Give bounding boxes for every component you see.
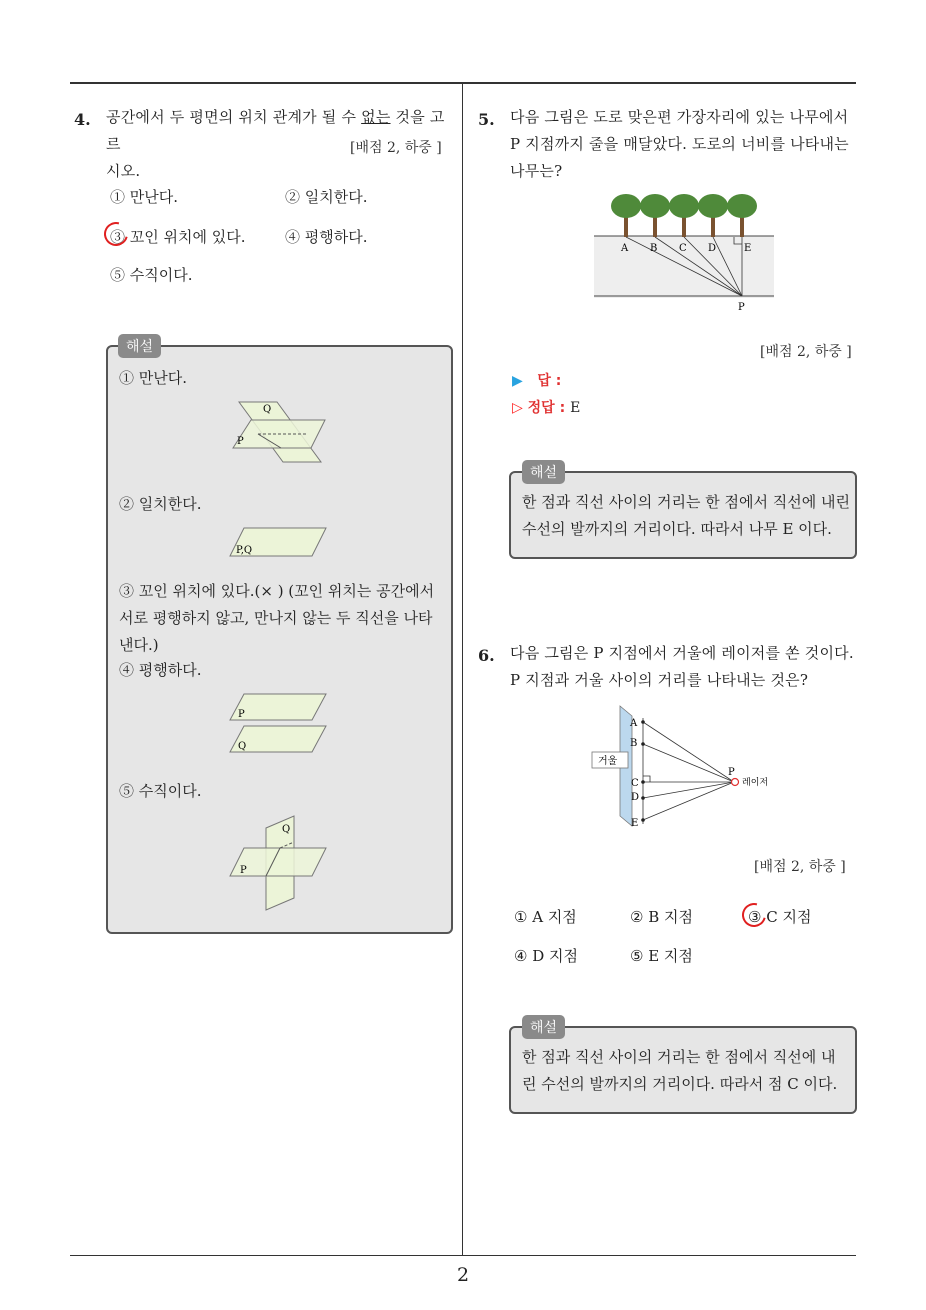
- q4-meta: [배점 2, 하중 ]: [350, 140, 442, 156]
- q4-number: 4.: [74, 110, 91, 129]
- fig5-label-e: E: [744, 243, 752, 254]
- q5-text-l1: 다음 그림은 도로 맞은편 가장자리에 있는 나무에서: [510, 108, 849, 126]
- q6-meta: [배점 2, 하중 ]: [754, 859, 846, 875]
- q4-explanation-tag: 해설: [118, 334, 161, 358]
- q5-correct-label: 정답 :: [527, 400, 566, 416]
- q5-answer-row: [512, 370, 561, 390]
- q4-option-1[interactable]: ① 만난다.: [110, 188, 179, 206]
- q4-option-3[interactable]: ③ 꼬인 위치에 있다.: [110, 228, 246, 246]
- q5-text-l3: 나무는?: [510, 162, 563, 180]
- q6-question: [510, 640, 860, 694]
- fig3-label-p: P: [238, 709, 245, 720]
- q4-exp-item3-l3: 낸다.): [119, 636, 159, 654]
- q4-exp-item1: ① 만난다.: [119, 369, 188, 387]
- q6-option-1[interactable]: ① A 지점: [514, 908, 577, 926]
- q5-answer-label: 답 :: [537, 373, 562, 389]
- q4-exp-item5: ⑤ 수직이다.: [119, 782, 202, 800]
- q6-option-3[interactable]: ③ C 지점: [748, 908, 812, 926]
- fig6-label-d: D: [631, 792, 640, 803]
- q5-number: 5.: [478, 110, 495, 129]
- fig6-label-c: C: [631, 778, 639, 789]
- q6-option-2[interactable]: ② B 지점: [630, 908, 693, 926]
- q5-exp-l1: 한 점과 직선 사이의 거리는 한 점에서 직선에 내린: [522, 493, 850, 511]
- q5-correct-value: E: [570, 400, 581, 416]
- fig3-label-q: Q: [238, 741, 247, 752]
- q4-exp-item3-l1: ③ 꼬인 위치에 있다.(× ) (꼬인 위치는 공간에서: [119, 582, 435, 600]
- q6-option-4[interactable]: ④ D 지점: [514, 947, 578, 965]
- fig6-label-p: P: [728, 767, 735, 778]
- trees: [611, 194, 757, 237]
- q5-meta: [배점 2, 하중 ]: [760, 344, 852, 360]
- figure-perpendicular-planes: [228, 814, 330, 912]
- q4-option-4[interactable]: ④ 평행하다.: [285, 228, 368, 246]
- page-number: 2: [456, 1264, 470, 1286]
- q6-option-5[interactable]: ⑤ E 지점: [630, 947, 693, 965]
- fig4-label-q: Q: [282, 824, 291, 835]
- q5-exp-l2: 수선의 발까지의 거리이다. 따라서 나무 E 이다.: [522, 520, 832, 538]
- fig1-label-p: P: [237, 436, 244, 447]
- figure-coincident-planes: [228, 526, 330, 560]
- top-rule: [70, 82, 856, 84]
- fig5-label-a: A: [621, 243, 629, 254]
- fig6-laser-label: 레이저: [742, 778, 769, 788]
- fig1-label-q: Q: [263, 404, 272, 415]
- fig2-label-pq: P,Q: [236, 545, 253, 556]
- fig6-label-e: E: [631, 818, 639, 829]
- q5-explanation-tag: 해설: [522, 460, 565, 484]
- column-divider: [462, 83, 463, 1255]
- q5-question: [510, 104, 860, 185]
- figure-road-trees: [594, 190, 774, 316]
- answer-triangle-icon: ▶: [512, 373, 523, 389]
- fig6-label-a: A: [630, 718, 638, 729]
- figure-intersecting-planes: [225, 396, 335, 466]
- q4-text-post: 것을 고르: [106, 108, 445, 153]
- q4-text-pre: 공간에서 두 평면의 위치 관계가 될 수: [106, 108, 362, 126]
- q4-text-underline: 없는: [361, 108, 391, 126]
- q6-number: 6.: [478, 646, 495, 665]
- q4-text-line2: 시오.: [106, 162, 141, 180]
- fig5-label-b: B: [650, 243, 658, 254]
- fig6-mirror-label: 거울: [598, 756, 618, 767]
- figure-parallel-planes: [228, 692, 330, 756]
- laser-icon: [732, 779, 739, 786]
- q6-explanation-tag: 해설: [522, 1015, 565, 1039]
- q5-text-l2: P 지점까지 줄을 매달았다. 도로의 너비를 나타내는: [510, 135, 849, 153]
- q5-correct-row: [512, 397, 580, 417]
- fig5-label-d: D: [708, 243, 717, 254]
- fig5-label-c: C: [679, 243, 687, 254]
- correct-triangle-icon: ▷: [512, 400, 523, 416]
- q4-exp-item4: ④ 평행하다.: [119, 661, 202, 679]
- fig4-label-p: P: [240, 865, 247, 876]
- q4-option-5[interactable]: ⑤ 수직이다.: [110, 266, 193, 284]
- q4-exp-item3-l2: 서로 평행하지 않고, 만나지 않는 두 직선을 나타: [119, 609, 433, 627]
- q4-exp-item2: ② 일치한다.: [119, 495, 202, 513]
- q4-option-2[interactable]: ② 일치한다.: [285, 188, 368, 206]
- fig6-label-b: B: [630, 738, 638, 749]
- q6-text-l2: P 지점과 거울 사이의 거리를 나타내는 것은?: [510, 671, 809, 689]
- figure-mirror-laser: [590, 702, 780, 830]
- q6-exp-l1: 한 점과 직선 사이의 거리는 한 점에서 직선에 내: [522, 1048, 836, 1066]
- bottom-rule: [70, 1255, 856, 1256]
- q6-exp-l2: 린 수선의 발까지의 거리이다. 따라서 점 C 이다.: [522, 1075, 838, 1093]
- q6-text-l1: 다음 그림은 P 지점에서 거울에 레이저를 쏜 것이다.: [510, 644, 854, 662]
- fig5-label-p: P: [738, 302, 745, 313]
